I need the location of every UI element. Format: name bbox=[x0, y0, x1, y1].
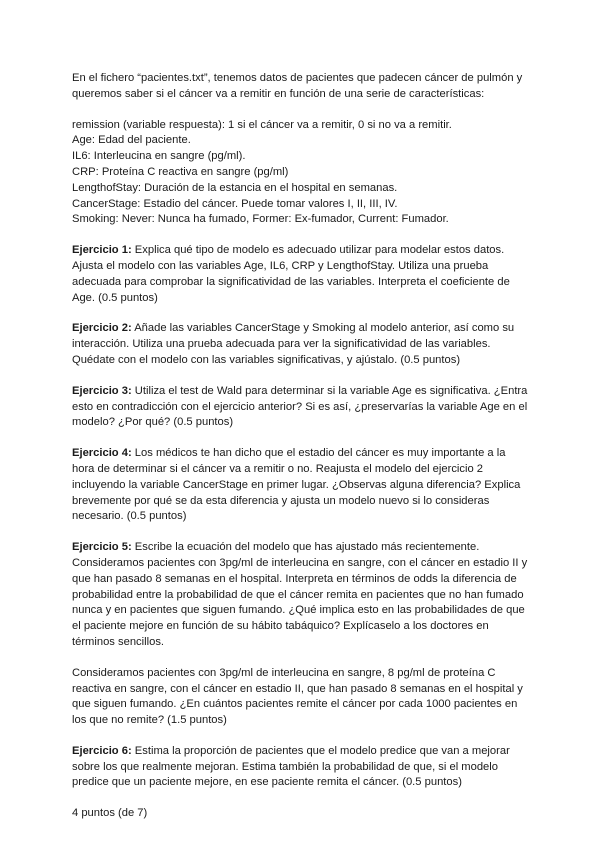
variable-age: Age: Edad del paciente. bbox=[72, 134, 191, 147]
variables-list bbox=[72, 118, 530, 229]
intro-paragraph: En el fichero “pacientes.txt”, tenemos datos de pacientes que padecen cáncer de pulmón y queremos saber si el cáncer va a remitir en función de una serie de características: bbox=[72, 72, 523, 100]
exercise-4-label: Ejercicio 4: bbox=[72, 447, 132, 460]
variable-remission: remission (variable respuesta): 1 si el cáncer va a remitir, 0 si no va a remitir. bbox=[72, 118, 452, 131]
exercise-2 bbox=[72, 321, 530, 368]
exercise-6 bbox=[72, 744, 530, 791]
exercise-3-label: Ejercicio 3: bbox=[72, 384, 132, 397]
exercise-1 bbox=[72, 243, 530, 306]
exercise-4-text: Los médicos te han dicho que el estadio del cáncer es muy importante a la hora de determinar si el cáncer va a remitir o no. Reajusta el modelo del ejercicio 2 incluyendo la variable CancerStage en primer lugar. ¿Observas alguna diferencia? Explica brevemente por qué se da esta diferencia y ajusta un modelo nuevo si lo consideras necesario. (0.5 puntos) bbox=[72, 447, 521, 523]
exercise-6-label: Ejercicio 6: bbox=[72, 744, 132, 757]
variable-il6: IL6: Interleucina en sangre (pg/ml). bbox=[72, 150, 246, 163]
exercise-1-text: Explica qué tipo de modelo es adecuado utilizar para modelar estos datos. Ajusta el modelo con las variables Age, IL6, CRP y LengthofStay. Utiliza una prueba adecuada para comprobar la significatividad de las variables. Interpreta el coeficiente de Age. (0.5 puntos) bbox=[72, 244, 510, 304]
exercise-3-text: Utiliza el test de Wald para determinar si la variable Age es significativa. ¿Entra esto en contradicción con el ejercicio anterior? Si es así, ¿preservarías la variable Age en el modelo? ¿Por qué? (0.5 puntos) bbox=[72, 384, 528, 429]
exercise-3 bbox=[72, 384, 530, 431]
points-footer: 4 puntos (de 7) bbox=[72, 807, 148, 820]
exercise-2-label: Ejercicio 2: bbox=[72, 322, 132, 335]
exercise-1-label: Ejercicio 1: bbox=[72, 244, 132, 257]
exercise-5-text: Escribe la ecuación del modelo que has ajustado más recientemente. Consideramos pacientes con 3pg/ml de interleucina en sangre, con el cáncer en estadio II y que han pasado 8 semanas en el hospital. Interpreta en términos de odds la diferencia de probabilidad entre la probabilidad de que el cáncer remita en pacientes que no han fumado nunca y en pacientes que siguen fumando. ¿Qué implica esto en las probabilidades de que el paciente mejore en función de su hábito tabáquico? Explícaselo a los doctores en términos sencillos. bbox=[72, 541, 528, 648]
exercise-6-text: Estima la proporción de pacientes que el modelo predice que van a mejorar sobre los que realmente mejoran. Estima también la probabilidad de que, si el modelo predice que un paciente mejore, en ese paciente remita el cáncer. (0.5 puntos) bbox=[72, 744, 510, 789]
exercise-2-text: Añade las variables CancerStage y Smoking al modelo anterior, así como su interacción. Utiliza una prueba adecuada para ver la significatividad de las variables. Quédate con el modelo con las variables significativas, y ajústalo. (0.5 puntos) bbox=[72, 322, 515, 366]
exercise-4 bbox=[72, 446, 530, 525]
exercise-5-extra: Consideramos pacientes con 3pg/ml de interleucina en sangre, 8 pg/ml de proteína C reactiva en sangre, con el cáncer en estadio II, que han pasado 8 semanas en el hospital y que siguen fumando. ¿En cuántos pacientes remite el cáncer por cada 1000 pacientes en los que no remite? (1.5 puntos) bbox=[72, 666, 523, 727]
exercise-5 bbox=[72, 540, 530, 651]
variable-cancerstage: CancerStage: Estadio del cáncer. Puede tomar valores I, II, III, IV. bbox=[72, 197, 398, 210]
variable-smoking: Smoking: Never: Nunca ha fumado, Former: Ex-fumador, Current: Fumador. bbox=[72, 213, 449, 226]
exercise-5-label: Ejercicio 5: bbox=[72, 541, 132, 554]
variable-lengthofstay: LengthofStay: Duración de la estancia en el hospital en semanas. bbox=[72, 181, 398, 194]
variable-crp: CRP: Proteína C reactiva en sangre (pg/ml) bbox=[72, 165, 289, 178]
